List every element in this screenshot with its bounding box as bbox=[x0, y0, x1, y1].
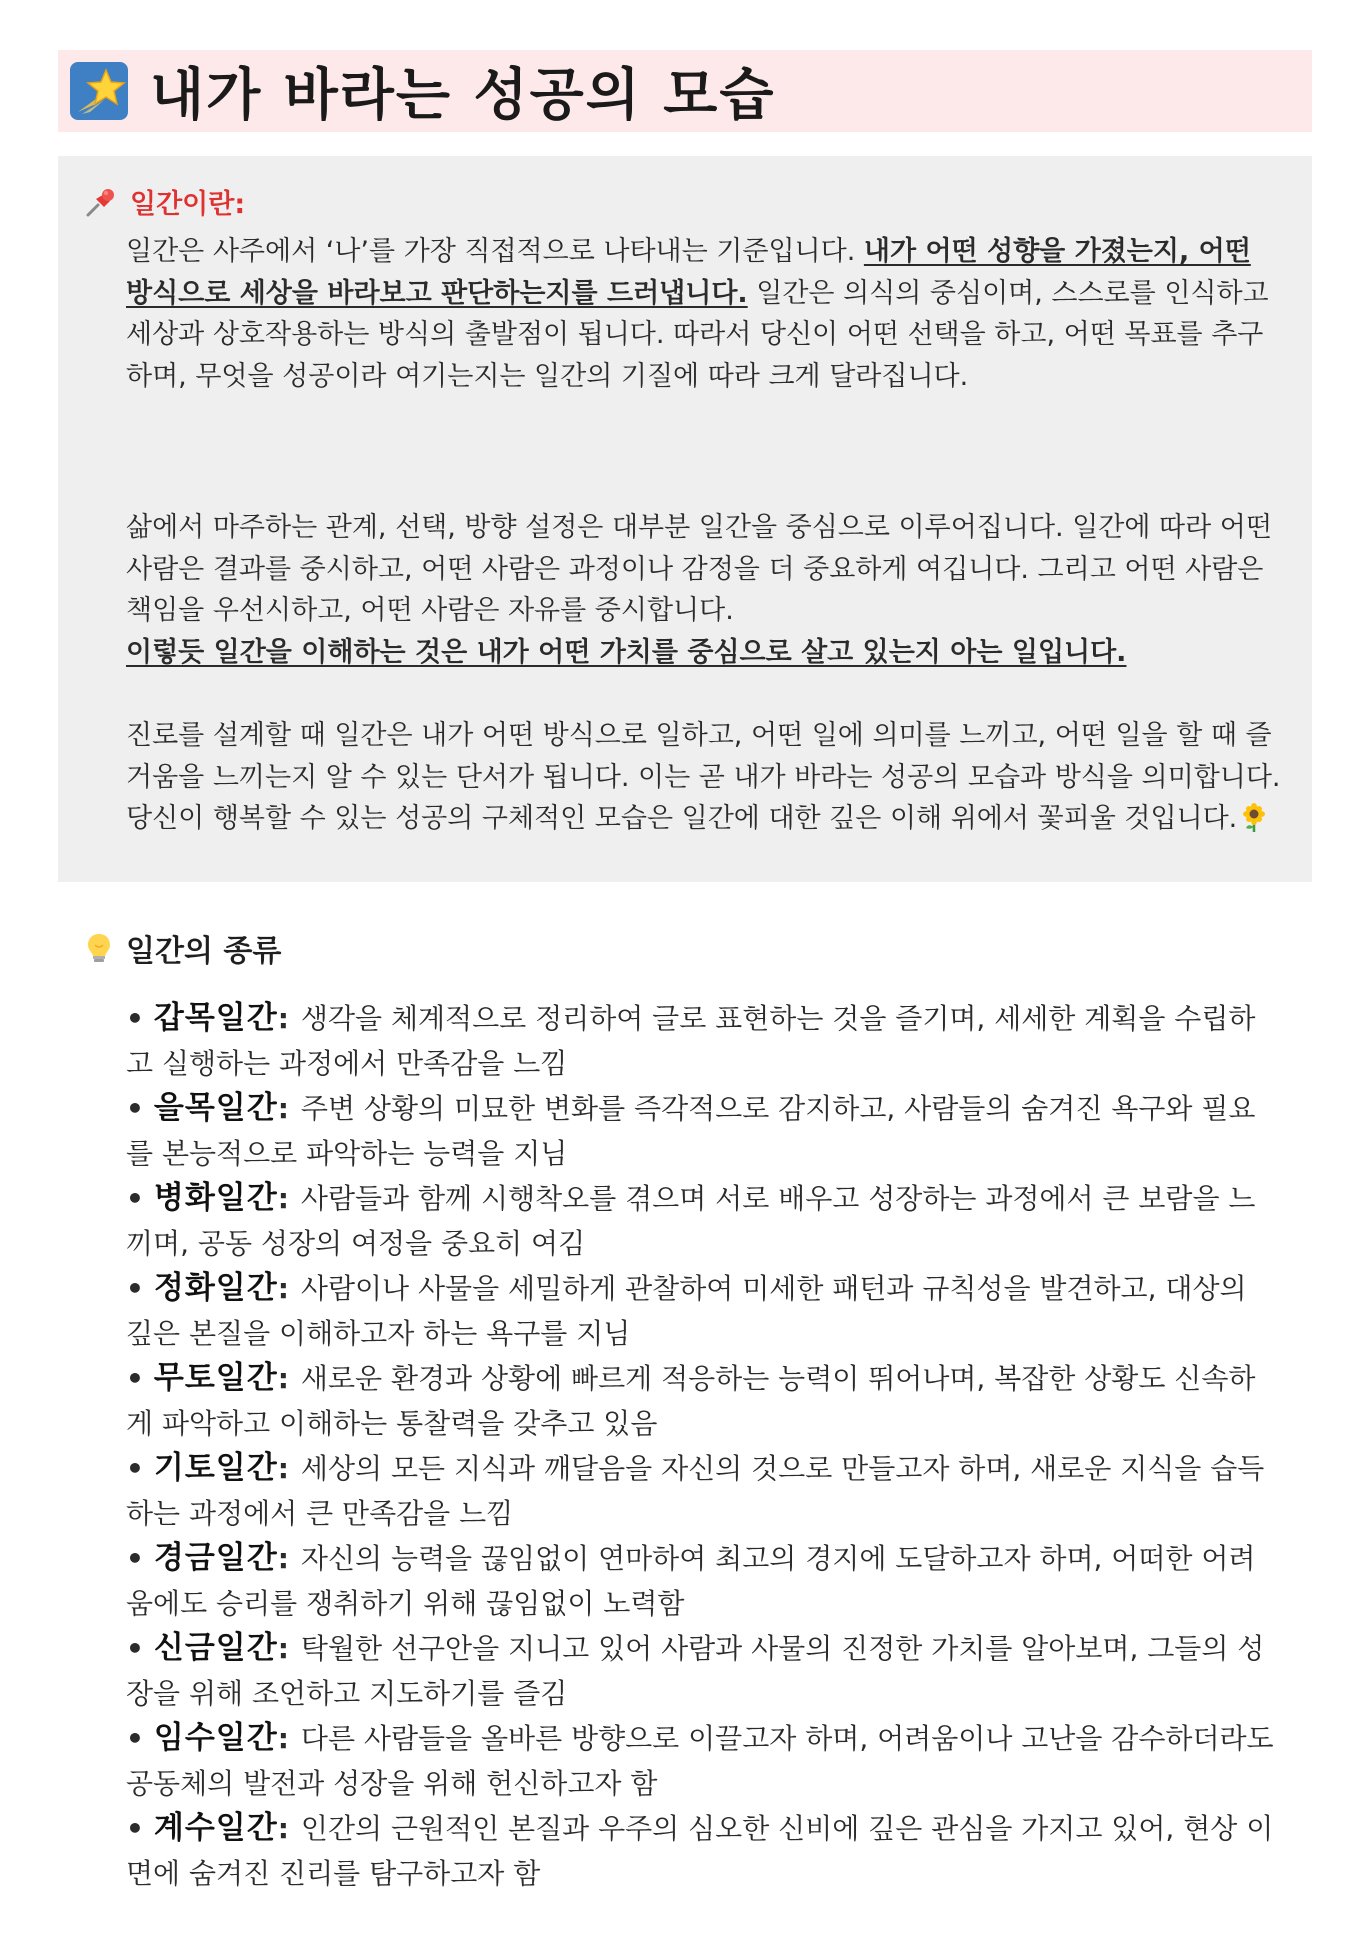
type-name: 경금일간 bbox=[153, 1540, 278, 1576]
paragraph-text: 진로를 설계할 때 일간은 내가 어떤 방식으로 일하고, 어떤 일에 의미를 느끼고, 어떤 일을 할 때 즐거움을 느끼는지 알 수 있는 단서가 됩니다. 이는 곧 내가 바라는 성공의 모습과 방식을 의미합니다. 당신이 행복할 수 있는 성공의 구체적인 모습은 일간에 대한 깊은 이해 위에서 꽃피울 것입니다. bbox=[126, 720, 1281, 834]
page-title: 내가 바라는 성공의 모습 bbox=[150, 63, 776, 128]
emphasized-text: 내가 어떤 성향을 가졌는지, 어떤 방식으로 세상을 바라보고 판단하는지를 드러냅니다. bbox=[126, 236, 1251, 309]
type-description: 세상의 모든 지식과 깨달음을 자신의 것으로 만들고자 하며, 새로운 지식을 습득하는 과정에서 큰 만족감을 느낌 bbox=[126, 1452, 1265, 1530]
list-item: • 경금일간: 자신의 능력을 끊임없이 연마하여 최고의 경지에 도달하고자 하며, 어떠한 어려움에도 승리를 쟁취하기 위해 끊임없이 노력함 bbox=[126, 1540, 1256, 1620]
definition-callout bbox=[58, 156, 1312, 882]
list-item: • 정화일간: 사람이나 사물을 세밀하게 관찰하여 미세한 패턴과 규칙성을 발견하고, 대상의 깊은 본질을 이해하고자 하는 욕구를 지님 bbox=[126, 1270, 1247, 1350]
pushpin-icon bbox=[84, 185, 118, 219]
type-name: 을목일간 bbox=[153, 1090, 278, 1126]
section-header bbox=[82, 926, 281, 970]
type-name: 기토일간 bbox=[153, 1450, 278, 1486]
definition-paragraph-3 bbox=[126, 715, 1286, 840]
shooting-star-icon bbox=[70, 62, 128, 120]
emphasized-text: 이렇듯 일간을 이해하는 것은 내가 어떤 가치를 중심으로 살고 있는지 아는 일입니다. bbox=[126, 636, 1127, 668]
title-banner bbox=[58, 50, 1312, 132]
callout-label: 일간이란: bbox=[130, 189, 246, 220]
light-bulb-icon bbox=[82, 931, 116, 965]
callout-header bbox=[84, 182, 245, 221]
definition-paragraph-2 bbox=[126, 507, 1286, 673]
type-description: 사람이나 사물을 세밀하게 관찰하여 미세한 패턴과 규칙성을 발견하고, 대상의 깊은 본질을 이해하고자 하는 욕구를 지님 bbox=[126, 1272, 1247, 1350]
type-name: 무토일간 bbox=[153, 1360, 278, 1396]
type-description: 인간의 근원적인 본질과 우주의 심오한 신비에 깊은 관심을 가지고 있어, 현상 이면에 숨겨진 진리를 탐구하고자 함 bbox=[126, 1812, 1274, 1890]
type-name: 임수일간 bbox=[153, 1720, 278, 1756]
paragraph-text: 일간은 의식의 중심이며, 스스로를 인식하고 세상과 상호작용하는 방식의 출발점이 됩니다. 따라서 당신이 어떤 선택을 하고, 어떤 목표를 추구하며, 무엇을 성공이라 여기는지는 일간의 기질에 따라 크게 달라집니다. bbox=[126, 277, 1269, 392]
type-name: 신금일간 bbox=[153, 1630, 278, 1666]
sunflower-icon bbox=[1239, 802, 1269, 832]
type-name: 계수일간 bbox=[153, 1810, 278, 1846]
type-description: 다른 사람들을 올바른 방향으로 이끌고자 하며, 어려움이나 고난을 감수하더라도 공동체의 발전과 성장을 위해 헌신하고자 함 bbox=[126, 1722, 1274, 1800]
type-description: 사람들과 함께 시행착오를 겪으며 서로 배우고 성장하는 과정에서 큰 보람을 느끼며, 공동 성장의 여정을 중요히 여김 bbox=[126, 1182, 1256, 1260]
list-item: • 신금일간: 탁월한 선구안을 지니고 있어 사람과 사물의 진정한 가치를 알아보며, 그들의 성장을 위해 조언하고 지도하기를 즐김 bbox=[126, 1630, 1265, 1710]
type-name: 갑목일간 bbox=[153, 1000, 278, 1036]
type-description: 탁월한 선구안을 지니고 있어 사람과 사물의 진정한 가치를 알아보며, 그들의 성장을 위해 조언하고 지도하기를 즐김 bbox=[126, 1632, 1265, 1710]
type-description: 주변 상황의 미묘한 변화를 즉각적으로 감지하고, 사람들의 숨겨진 욕구와 필요를 본능적으로 파악하는 능력을 지님 bbox=[126, 1092, 1256, 1170]
paragraph-text: 일간은 사주에서 ‘나’를 가장 직접적으로 나타내는 기준입니다. bbox=[126, 236, 864, 267]
list-item: • 갑목일간: 생각을 체계적으로 정리하여 글로 표현하는 것을 즐기며, 세세한 계획을 수립하고 실행하는 과정에서 만족감을 느낌 bbox=[126, 1000, 1256, 1080]
section-title: 일간의 종류 bbox=[126, 934, 282, 969]
type-description: 새로운 환경과 상황에 빠르게 적응하는 능력이 뛰어나며, 복잡한 상황도 신속하게 파악하고 이해하는 통찰력을 갖추고 있음 bbox=[126, 1362, 1256, 1440]
definition-paragraph-1 bbox=[126, 231, 1286, 397]
list-item: • 기토일간: 세상의 모든 지식과 깨달음을 자신의 것으로 만들고자 하며, 새로운 지식을 습득하는 과정에서 큰 만족감을 느낌 bbox=[126, 1450, 1265, 1530]
list-item: • 병화일간: 사람들과 함께 시행착오를 겪으며 서로 배우고 성장하는 과정에서 큰 보람을 느끼며, 공동 성장의 여정을 중요히 여김 bbox=[126, 1180, 1256, 1260]
day-stem-types-list bbox=[126, 996, 1276, 1896]
list-item: • 계수일간: 인간의 근원적인 본질과 우주의 심오한 신비에 깊은 관심을 가지고 있어, 현상 이면에 숨겨진 진리를 탐구하고자 함 bbox=[126, 1810, 1274, 1890]
type-name: 정화일간 bbox=[153, 1270, 278, 1306]
list-item: • 무토일간: 새로운 환경과 상황에 빠르게 적응하는 능력이 뛰어나며, 복잡한 상황도 신속하게 파악하고 이해하는 통찰력을 갖추고 있음 bbox=[126, 1360, 1256, 1440]
paragraph-text: 삶에서 마주하는 관계, 선택, 방향 설정은 대부분 일간을 중심으로 이루어집니다. 일간에 따라 어떤 사람은 결과를 중시하고, 어떤 사람은 과정이나 감정을 더 중요하게 여깁니다. 그리고 어떤 사람은 책임을 우선시하고, 어떤 사람은 자유를 중시합니다. bbox=[126, 512, 1272, 626]
list-item: • 임수일간: 다른 사람들을 올바른 방향으로 이끌고자 하며, 어려움이나 고난을 감수하더라도 공동체의 발전과 성장을 위해 헌신하고자 함 bbox=[126, 1720, 1274, 1800]
type-description: 생각을 체계적으로 정리하여 글로 표현하는 것을 즐기며, 세세한 계획을 수립하고 실행하는 과정에서 만족감을 느낌 bbox=[126, 1002, 1256, 1080]
type-name: 병화일간 bbox=[153, 1180, 278, 1216]
type-description: 자신의 능력을 끊임없이 연마하여 최고의 경지에 도달하고자 하며, 어떠한 어려움에도 승리를 쟁취하기 위해 끊임없이 노력함 bbox=[126, 1542, 1256, 1620]
list-item: • 을목일간: 주변 상황의 미묘한 변화를 즉각적으로 감지하고, 사람들의 숨겨진 욕구와 필요를 본능적으로 파악하는 능력을 지님 bbox=[126, 1090, 1256, 1170]
